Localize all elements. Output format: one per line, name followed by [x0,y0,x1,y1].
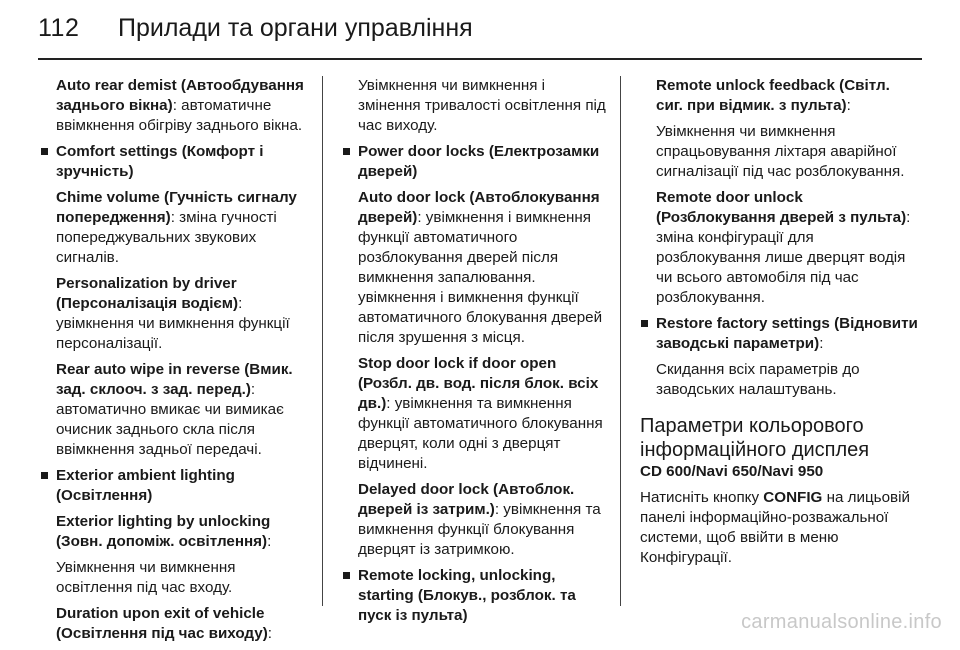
auto-door-lock [342,188,608,348]
personalization-text: : увімкнення чи вимкнення функції персоналізації. [56,295,290,352]
exterior-unlocking [40,512,310,552]
delayed-door-lock-text: : увімкнення та вимкнення функції блокування дверцят із затримкою. [358,501,601,558]
config-button-label: CONFIG [763,489,823,506]
section-subheading: CD 600/Navi 650/Navi 950 [640,463,824,480]
personalization-title: Personalization by driver (Персоналізація водієм) [56,275,239,312]
auto-rear-demist [40,76,310,136]
rear-wipe-title: Rear auto wipe in reverse (Вмик. зад. склооч. з зад. перед.) [56,361,293,398]
bullet-restore-factory [640,314,920,354]
bullet-remote-locking [342,566,608,626]
column-divider-1 [322,76,323,606]
page-header [0,0,960,58]
remote-unlock-feedback [640,76,920,116]
exterior-unlocking-colon: : [267,533,272,550]
duration-exit [40,604,310,644]
column-divider-2 [620,76,621,606]
config-instructions [640,488,920,568]
duration-exit-colon: : [267,625,272,642]
chime-volume-text: : зміна гучності попереджувальних звукових сигналів. [56,209,277,266]
section-heading: Параметри кольорового інформаційного дисплея [640,415,870,461]
power-door-locks-title: Power door locks (Електрозамки дверей) [358,143,600,180]
bullet-power-door-locks [342,142,608,182]
remote-door-unlock-text: : зміна конфігурації для розблокування лише дверцят водія чи всього автомобіля під час розблокування. [656,209,911,306]
config-prefix: Натисніть кнопку [640,489,764,506]
column-3 [640,76,920,574]
remote-door-unlock-title: Remote door unlock (Розблокування дверей з пульта) [656,189,907,226]
column-2 [342,76,608,632]
column-1 [40,76,310,650]
remote-feedback-title: Remote unlock feedback (Світл. сиг. при відмик. з пульта) [656,77,890,114]
stop-door-lock [342,354,608,474]
header-divider [38,58,922,60]
auto-rear-demist-title: Auto rear demist (Автообдування заднього вікна) [56,77,304,114]
restore-factory-colon: : [819,335,824,352]
restore-factory-desc: Скидання всіх параметрів до заводських налаштувань. [656,361,860,398]
remote-locking-title: Remote locking, unlocking, starting (Блокув., розблок. та пуск із пульта) [358,567,576,624]
chime-volume [40,188,310,268]
watermark: carmanualsonline.info [741,611,942,633]
rear-auto-wipe [40,360,310,460]
page-title: Прилади та органи управління [118,14,473,42]
restore-factory-title: Restore factory settings (Відновити заводські параметри) [656,315,918,352]
remote-feedback-colon: : [846,97,851,114]
comfort-settings-title: Comfort settings (Комфорт і зручність) [56,143,264,180]
duration-exit-continued: Увімкнення чи вимкнення і змінення тривалості освітлення під час виходу. [358,77,606,134]
duration-exit-title: Duration upon exit of vehicle (Освітлення під час виходу) [56,605,268,642]
auto-door-lock-text-2: увімкнення і вимкнення функції автоматичного блокування дверей після зрушення з місця. [358,289,603,346]
delayed-door-lock-title: Delayed door lock (Автоблок. дверей із затрим.) [358,481,575,518]
exterior-unlocking-title: Exterior lighting by unlocking (Зовн. допоміж. освітлення) [56,513,271,550]
auto-door-lock-title: Auto door lock (Автоблокування дверей) [358,189,600,226]
remote-feedback-desc: Увімкнення чи вимкнення спрацьовування ліхтаря аварійної сигналізації під час розблокування. [656,123,905,180]
stop-door-lock-text: : увімкнення та вимкнення функції автоматичного блокування дверцят, коли одні з дверцят відчинені. [358,395,603,472]
rear-wipe-text: : автоматично вмикає чи вимикає очисник заднього скла після ввімкнення задньої передачі. [56,381,284,458]
personalization [40,274,310,354]
exterior-ambient-title: Exterior ambient lighting (Освітлення) [56,467,235,504]
auto-rear-demist-text: : автоматичне ввімкнення обігріву заднього вікна. [56,97,303,134]
config-suffix: на лицьовій панелі інформаційно-розважальної системи, щоб ввійти в меню Конфігурації. [640,489,910,566]
stop-door-lock-title: Stop door lock if door open (Розбл. дв. вод. після блок. всіх дв.) [358,355,599,412]
auto-door-lock-text: : увімкнення і вимкнення функції автоматичного розблокування дверей після вимкнення запалювання. [358,209,592,286]
exterior-unlocking-desc: Увімкнення чи вимкнення освітлення під час входу. [56,559,236,596]
remote-door-unlock [640,188,920,308]
chime-volume-title: Chime volume (Гучність сигналу попередження) [56,189,297,226]
bullet-exterior-ambient [40,466,310,506]
bullet-comfort-settings [40,142,310,182]
page-number: 112 [38,14,80,42]
delayed-door-lock [342,480,608,560]
